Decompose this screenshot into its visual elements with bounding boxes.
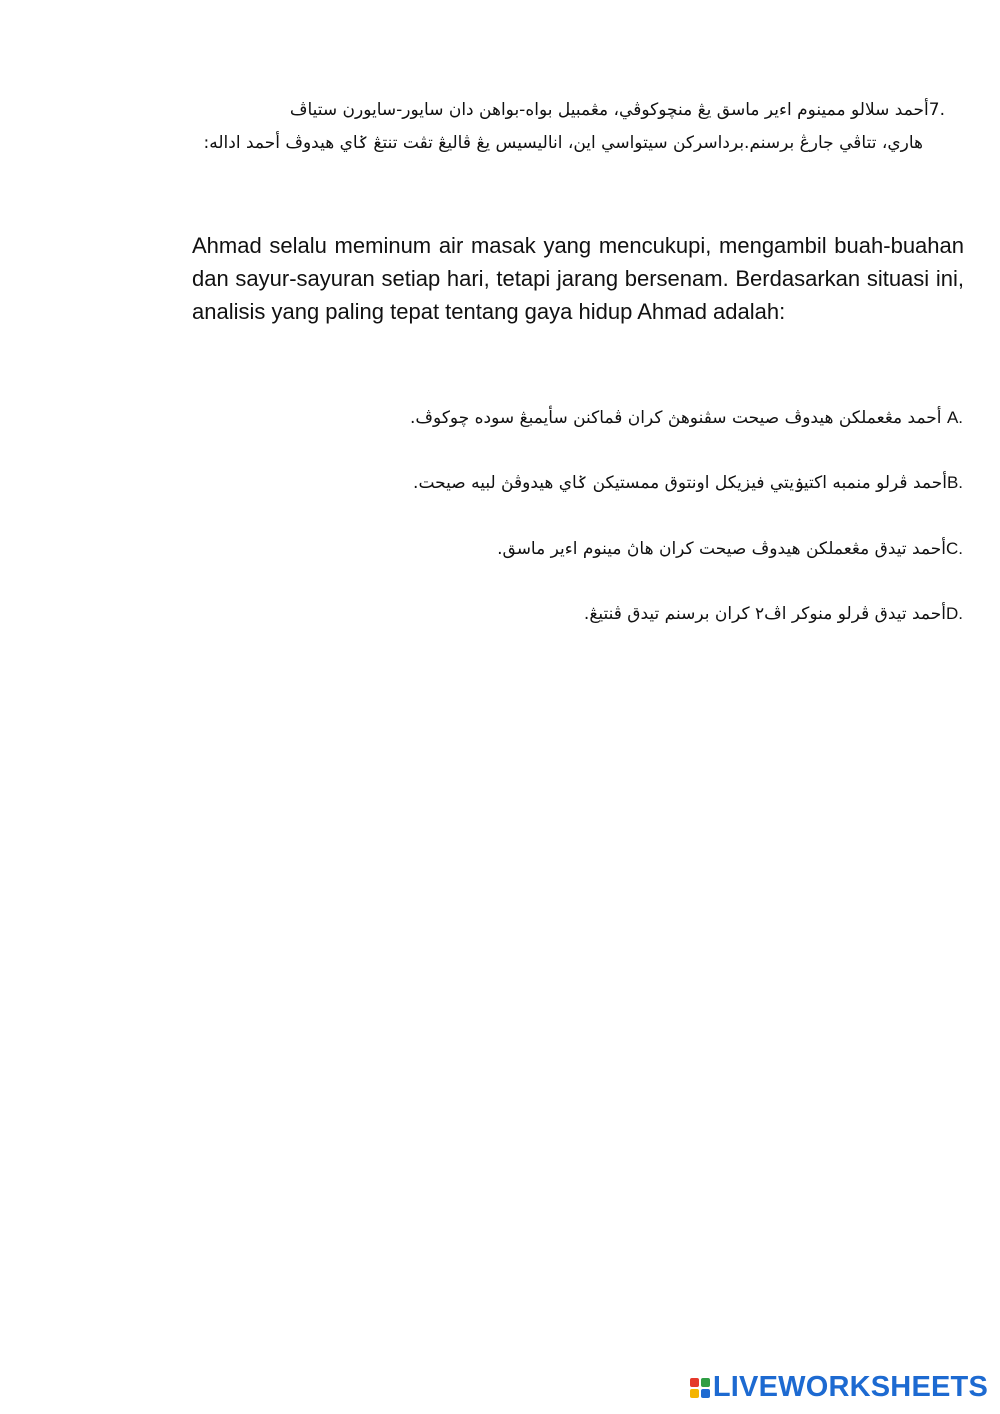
option-d[interactable] xyxy=(584,601,963,627)
liveworksheets-mark-icon xyxy=(690,1378,710,1398)
option-a-letter: A. xyxy=(946,408,963,427)
question-jawi-text-2: هاري، تتاڤي جارڠ برسنم.برداسركن سيتواسي اين، اناليسيس يڠ ڤاليڠ تڤت تنتڠ ݢاي هيدوڤ أحمد اداله: xyxy=(203,133,923,153)
liveworksheets-wordmark: LIVEWORKSHEETS xyxy=(712,1371,988,1403)
option-c-text: أحمد تيدق مڠعملكن هيدوڤ صيحت كران هاڽ مينوم اءير ماسق. xyxy=(497,539,946,559)
option-d-text: أحمد تيدق ڤرلو منوكر اڤ٢ كران برسنم تيدق ڤنتيڠ. xyxy=(583,604,946,624)
logo-square-red xyxy=(690,1378,699,1387)
logo-square-yellow xyxy=(690,1389,699,1398)
option-d-letter: D. xyxy=(946,604,963,623)
question-jawi xyxy=(195,94,945,160)
logo-square-blue xyxy=(701,1389,710,1398)
logo-square-green xyxy=(701,1378,710,1387)
option-c-letter: C. xyxy=(946,539,963,558)
option-a[interactable] xyxy=(410,405,963,431)
option-b[interactable] xyxy=(413,470,963,496)
question-jawi-text-1: أحمد سلالو ممينوم اءير ماسق يڠ منچوكوڤي، مڠمبيل بواه-بواهن دان سايور-سايورن ستياڤ xyxy=(289,100,929,120)
option-a-text: أحمد مڠعملكن هيدوڤ صيحت سڤنوهڽ كران ڤماكنن سأيمبڠ سوده چوكوڤ. xyxy=(410,408,947,428)
question-number: 7. xyxy=(928,100,945,120)
question-jawi-line1 xyxy=(195,94,945,127)
question-rumi: Ahmad selalu meminum air masak yang mencukupi, mengambil buah-buahan dan sayur-sayuran setiap hari, tetapi jarang bersenam. Berdasarkan situasi ini, analisis yang paling tepat tentang gaya hidup Ahmad adalah: xyxy=(192,233,964,324)
liveworksheets-logo xyxy=(690,1371,988,1404)
option-b-text: أحمد ڤرلو منمبه اكتيۏيتي فيزيكل اونتوق ممستيكن ݢاي هيدوڤڽ لبيه صيحت. xyxy=(413,473,947,493)
option-b-letter: B. xyxy=(946,473,963,492)
option-c[interactable] xyxy=(497,536,963,562)
